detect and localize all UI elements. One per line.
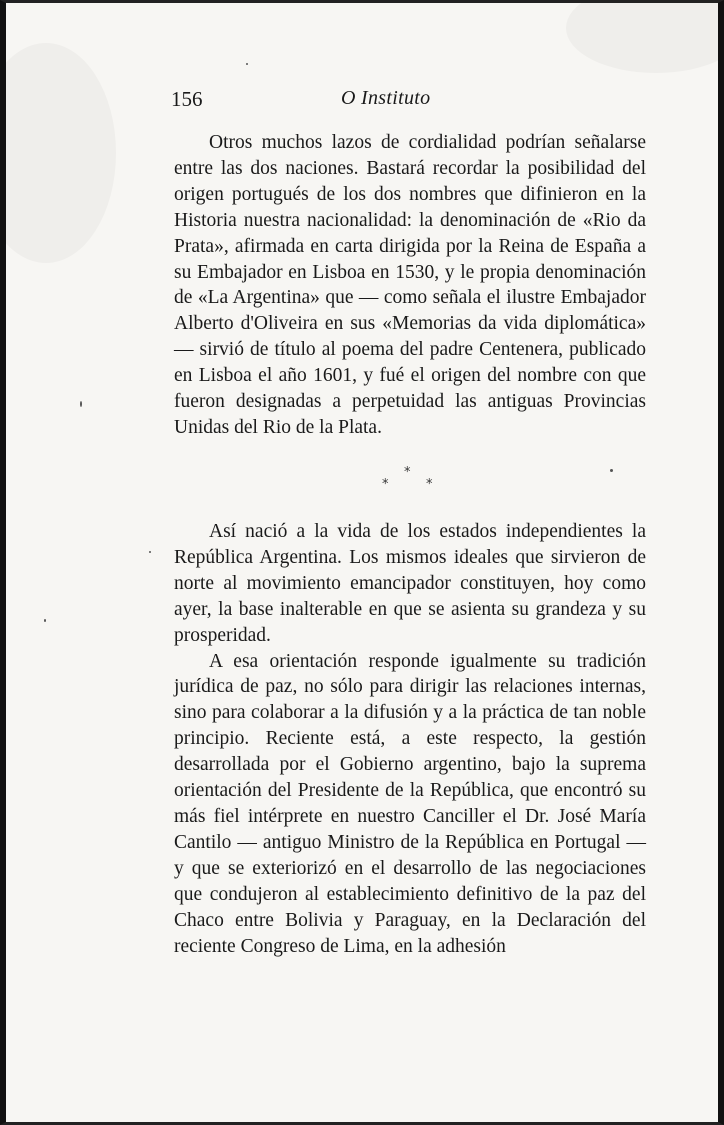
page-number: 156	[171, 87, 203, 111]
ink-speck	[246, 63, 248, 65]
paper-stain	[566, 0, 724, 73]
running-title: O Instituto	[341, 87, 431, 109]
ink-speck	[80, 401, 82, 407]
text-block-lower	[174, 519, 646, 959]
paper-stain	[0, 43, 116, 263]
paragraph: A esa orientación responde igualmente su tradición jurídica de paz, no sólo para dirigir las relaciones internas, sino para colaborar a la difusión y a la práctica de tan noble principio. Reciente está, a este respecto, la gestión desarrollada por el Gobierno argentino, bajo la suprema orientación del Presidente de la República, que encontró su más fiel intérprete en nuestro Canciller el Dr. José María Cantilo — antiguo Ministro de la República en Portugal — y que se exteriorizó en el desarrollo de las negociaciones que condujeron al establecimiento definitivo de la paz del Chaco entre Bolivia y Paraguay, en la Declaración del reciente Congreso de Lima, en la adhesión	[174, 650, 646, 957]
asterisk: *	[404, 465, 411, 480]
paragraph: Otros muchos lazos de cordialidad podrían señalarse entre las dos naciones. Bastará recordar la posibilidad del origen portugués de los dos nombres que difinieron en la Historia nuestra nacionalidad: la denominación de «Rio da Prata», afirmada en carta dirigida por la Reina de España a su Embajador en Lisboa en 1530, y le propia denominación de «La Argentina» que — como señala el ilustre Embajador Alberto d'Oliveira en sus «Memorias da vida diplomática» — sirvió de título al poema del padre Centenera, publicado en Lisboa el año 1601, y fué el origen del nombre con que fueron designadas a perpetuidad las antiguas Provincias Unidas del Rio de la Plata.	[174, 132, 646, 438]
ink-speck	[149, 551, 151, 553]
page-header	[171, 87, 651, 117]
asterisk: *	[426, 477, 433, 492]
asterisk: *	[382, 477, 389, 492]
text-block-upper	[174, 130, 646, 441]
paragraph: Así nació a la vida de los estados independientes la República Argentina. Los mismos ideales que sirvieron de norte al movimiento emancipador constituyen, hoy como ayer, la base inalterable en que se asienta su grandeza y su prosperidad.	[174, 521, 646, 646]
ink-speck	[44, 619, 46, 622]
ink-speck	[610, 469, 613, 472]
asterism-separator	[376, 465, 436, 499]
